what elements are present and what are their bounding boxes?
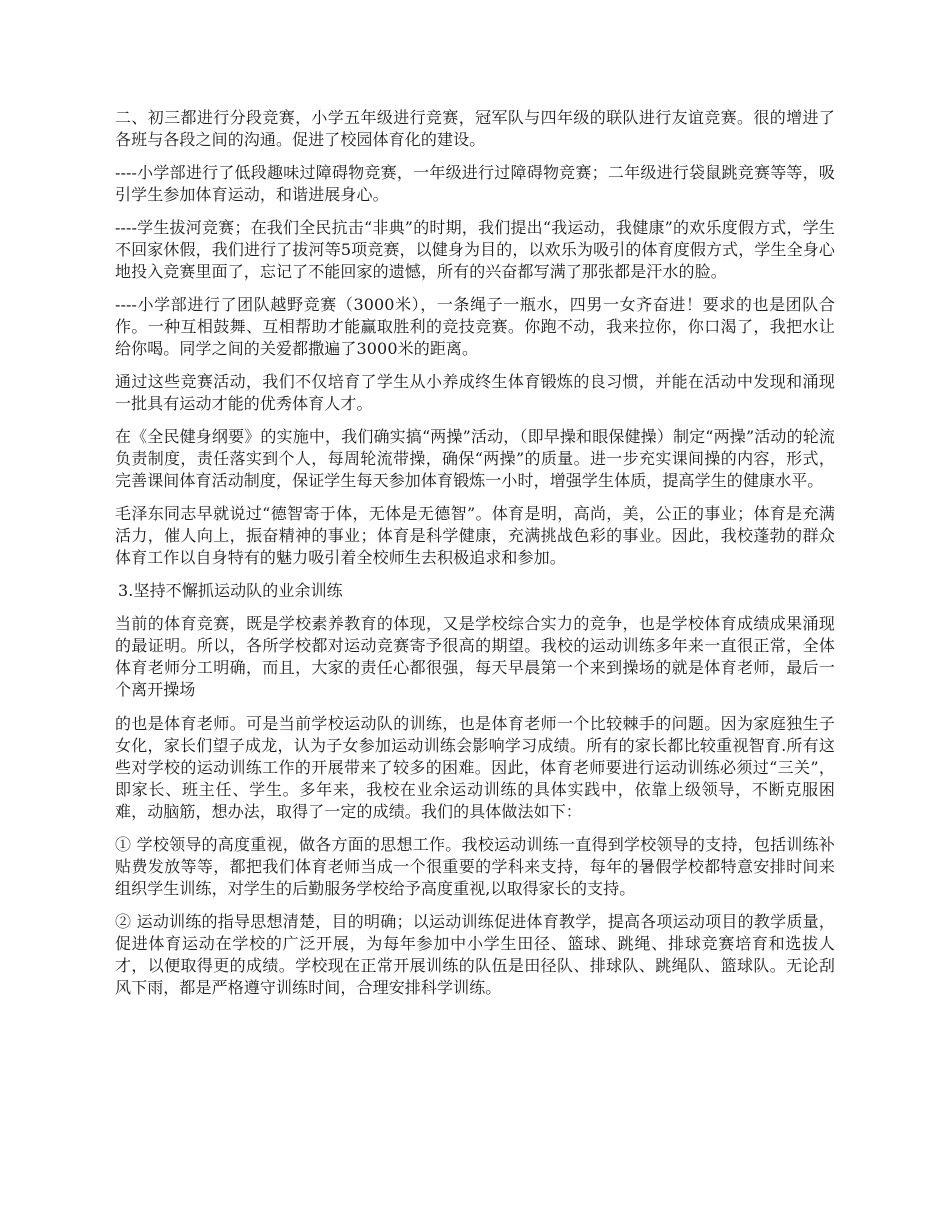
paragraph-activities-summary: 通过这些竞赛活动，我们不仅培育了学生从小养成终生体育锻炼的良习惯，并能在活动中发现和涌现一批具有运动才能的优秀体育人才。 (115, 372, 835, 413)
document-page (115, 107, 835, 1010)
paragraph-competition-grades: 二、初三都进行分段竞赛，小学五年级进行竞赛，冠军队与四年级的联队进行友谊竞赛。很的增进了各班与各段之间的沟通。促进了校园体育化的建设。 (115, 108, 835, 149)
section-heading: 3.坚持不懈抓运动队的业余训练 (118, 581, 343, 600)
paragraph-cross-country: ----小学部进行了团队越野竞赛（3000米），一条绳子一瓶水，四男一女齐奋进！要求的也是团队合作。一种互相鼓舞、互相帮助才能赢取胜利的竞技竞赛。你跑不动，我来拉你，你口渴了，我把水让给你喝。同学之间的关爱都撒遍了3000米的距离。 (115, 295, 835, 358)
paragraph-competition-importance: 当前的体育竞赛，既是学校素养教育的体现，又是学校综合实力的竞争，也是学校体育成绩成果涌现的最证明。所以，各所学校都对运动竞赛寄予很高的期望。我校的运动训练多年来一直很正常，全体体育老师分工明确，而且，大家的责任心都很强，每天早晨第一个来到操场的就是体育老师，最后一个离开操场 (115, 614, 835, 699)
paragraph-mao-quote: 毛泽东同志早就说过“德智寄于体，无体是无德智”。体育是明，高尚，美，公正的事业；体育是充满活力，催人向上，振奋精神的事业；体育是科学健康，充满挑战色彩的事业。因此，我校蓬勃的群众体育工作以自身特有的魅力吸引着全校师生去积极追求和参加。 (115, 504, 835, 567)
paragraph-leadership-support: ① 学校领导的高度重视，做各方面的思想工作。我校运动训练一直得到学校领导的支持，包括训练补贴费发放等等，都把我们体育老师当成一个很重要的学科来支持，每年的暑假学校都特意安排时间来组织学生训练，对学生的后勤服务学校给予高度重视,以取得家长的支持。 (115, 835, 835, 898)
paragraph-training-guidance: ② 运动训练的指导思想清楚，目的明确；以运动训练促进体育教学，提高各项运动项目的教学质量，促进体育运动在学校的广泛开展，为每年参加中小学生田径、篮球、跳绳、排球竞赛培育和选拔人才，以便取得更的成绩。学校现在正常开展训练的队伍是田径队、排球队、跳绳队、篮球队。无论刮风下雨，都是严格遵守训练时间，合理安排科学训练。 (115, 912, 835, 997)
paragraph-training-difficulties: 的也是体育老师。可是当前学校运动队的训练，也是体育老师一个比较棘手的问题。因为家庭独生子女化，家长们望子成龙，认为子女参加运动训练会影响学习成绩。所有的家长都比较重视智育.所有这些对学校的运动训练工作的开展带来了较多的困难。因此，体育老师要进行运动训练必须过“三关”，即家长、班主任、学生。多年来，我校在业余运动训练的具体实践中，依靠上级领导，不断克服困难，动脑筋，想办法，取得了一定的成绩。我们的具体做法如下： (115, 714, 835, 821)
paragraph-tug-of-war: ----学生拔河竞赛；在我们全民抗击“非典”的时期，我们提出“我运动，我健康”的欢乐度假方式，学生不回家休假，我们进行了拔河等5项竞赛，以健身为目的，以欢乐为吸引的体育度假方式，学生全身心地投入竞赛里面了，忘记了不能回家的遗憾，所有的兴奋都写满了那张都是汗水的脸。 (115, 218, 835, 281)
paragraph-fitness-outline: 在《全民健身纲要》的实施中，我们确实搞“两操”活动，（即早操和眼保健操）制定“两操”活动的轮流负责制度，责任落实到个人，每周轮流带操，确保“两操”的质量。进一步充实课间操的内容，形式，完善课间体育活动制度，保证学生每天参加体育锻炼一小时，增强学生体质，提高学生的健康水平。 (115, 427, 835, 490)
paragraph-obstacle-race: ----小学部进行了低段趣味过障碍物竞赛，一年级进行过障碍物竞赛；二年级进行袋鼠跳竞赛等等，吸引学生参加体育运动，和谐进展身心。 (115, 163, 835, 204)
